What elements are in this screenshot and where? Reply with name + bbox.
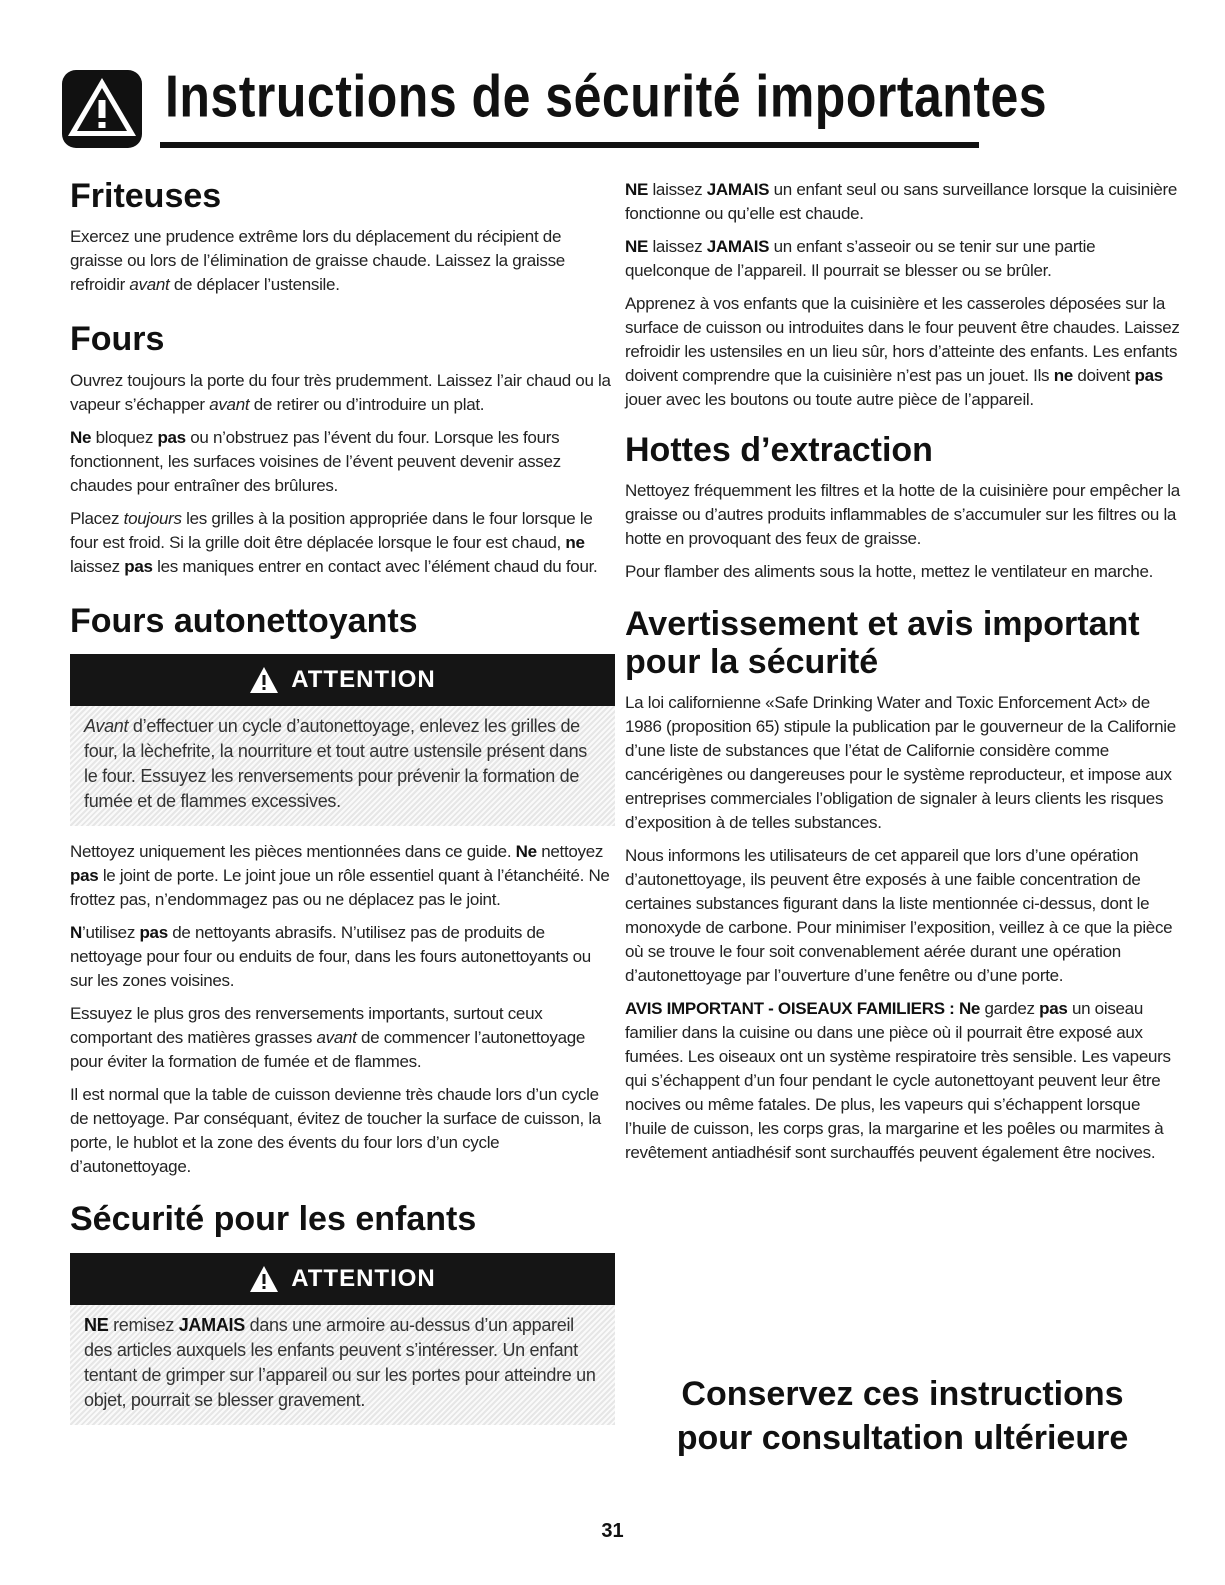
page-number: 31 bbox=[601, 1520, 624, 1542]
page-title: Instructions de sécurité importantes bbox=[165, 63, 1048, 130]
attention-box-autonettoyage bbox=[70, 654, 615, 826]
left-column bbox=[70, 178, 615, 1439]
paragraph-autonettoyants-2: N’utilisez pas de nettoyants abrasifs. N’utilisez pas de produits de nettoyage pour four ou enduits de four, dans les fours autonettoyants ou sur les zones voisines. bbox=[70, 923, 591, 991]
warning-triangle-icon bbox=[249, 1265, 279, 1293]
paragraph-fours-1: Ouvrez toujours la porte du four très prudemment. Laissez l’air chaud ou la vapeur s’échapper avant de retirer ou d’introduire un plat. bbox=[70, 370, 611, 414]
attention-text: Avant d’effectuer un cycle d’autonettoyage, enlevez les grilles de four, la lèchefrite, la nourriture et tout autre ustensile présent dans le four. Essuyez les renversements pour prévenir la formation de fumée et de flammes excessives. bbox=[84, 716, 588, 812]
closing-note bbox=[625, 1372, 1180, 1460]
paragraph-enfants-2: NE laissez JAMAIS un enfant s’asseoir ou se tenir sur une partie quelconque de l’appareil. Il pourrait se blesser ou se brûler. bbox=[625, 237, 1096, 280]
heading-fours-autonettoyants: Fours autonettoyants bbox=[70, 601, 418, 640]
paragraph-fours-2: Ne bloquez pas ou n’obstruez pas l’évent du four. Lorsque les fours fonctionnent, les surfaces voisines de l’évent peuvent devenir assez chaudes pour entraîner des brûlures. bbox=[70, 427, 561, 495]
heading-fours: Fours bbox=[70, 320, 165, 359]
title-underline bbox=[160, 142, 979, 148]
closing-line-1: Conservez ces instructions bbox=[681, 1375, 1124, 1413]
attention-body bbox=[70, 706, 615, 826]
warning-triangle-icon bbox=[249, 666, 279, 694]
heading-friteuses: Friteuses bbox=[70, 177, 222, 215]
heading-hottes: Hottes d’extraction bbox=[625, 431, 933, 469]
paragraph-avertissement-3: AVIS IMPORTANT - OISEAUX FAMILIERS : Ne gardez pas un oiseau familier dans la cuisine ou dans une pièce où il pourrait être exposé aux fumées. Les oiseaux ont un système respiratoire très sensible. Les vapeurs qui s’échappent d’un four pendant le cycle autonettoyant peuvent leur être nocives ou même fatales. De plus, les vapeurs qui s’échappent lorsque l’huile de cuisson, les corps gras, la margarine et les poêles ou marmites à revêtement antiadhésif sont surchauffés peuvent également être nocives. bbox=[625, 999, 1171, 1163]
right-column bbox=[625, 178, 1180, 1174]
paragraph-friteuses: Exercez une prudence extrême lors du déplacement du récipient de graisse ou lors de l’élimination de graisse chaude. Laissez la graisse refroidir avant de déplacer l’ustensile. bbox=[70, 227, 565, 295]
attention-box-enfants bbox=[70, 1253, 615, 1425]
paragraph-hottes-1: Nettoyez fréquemment les filtres et la hotte de la cuisinière pour empêcher la graisse ou d’autres produits inflammables de s’accumuler sur les filtres ou la hotte en provoquant des feux de graisse. bbox=[625, 481, 1180, 549]
paragraph-avertissement-1: La loi californienne «Safe Drinking Water and Toxic Enforcement Act» de 1986 (proposition 65) stipule la publication par le gouverneur de la Californie d’une liste de substances que l’état de Californie considère comme cancérigènes ou dangereuses pour le système reproducteur, et impose aux entreprises commerciales l’obligation de signaler à leurs clients les risques d’exposition à de telles substances. bbox=[625, 693, 1176, 833]
attention-body bbox=[70, 1305, 615, 1425]
page-header bbox=[60, 63, 1048, 154]
heading-securite-enfants: Sécurité pour les enfants bbox=[70, 1200, 477, 1239]
warning-triangle-icon bbox=[60, 68, 144, 150]
heading-avertissement: Avertissement et avis important pour la sécurité bbox=[625, 605, 1140, 681]
paragraph-enfants-3: Apprenez à vos enfants que la cuisinière et les casseroles déposées sur la surface de cuisson ou introduites dans le four peuvent être chaudes. Laissez refroidir les ustensiles en un lieu sûr, hors d’atteinte des enfants. Les enfants doivent comprendre que la cuisinière n’est pas un jouet. Ils ne doivent pas jouer avec les boutons ou toute autre pièce de l’appareil. bbox=[625, 294, 1180, 409]
attention-text: NE remisez JAMAIS dans une armoire au-dessus d’un appareil des articles auxquels les enfants peuvent s’intéresser. Un enfant tentant de grimper sur l’appareil ou sur les portes pour atteindre un objet, pourrait se blesser gravement. bbox=[84, 1314, 596, 1410]
attention-bar bbox=[70, 1253, 615, 1305]
attention-bar bbox=[70, 654, 615, 706]
attention-label: ATTENTION bbox=[291, 1264, 436, 1292]
closing-line-2: pour consultation ultérieure bbox=[676, 1419, 1129, 1457]
paragraph-autonettoyants-4: Il est normal que la table de cuisson devienne très chaude lors d’un cycle de nettoyage. Par conséquant, évitez de toucher la surface de cuisson, la porte, le hublot et la zone des évents du four lors d’un cycle d’autonettoyage. bbox=[70, 1085, 601, 1177]
paragraph-hottes-2: Pour flamber des aliments sous la hotte, mettez le ventilateur en marche. bbox=[625, 562, 1154, 582]
paragraph-autonettoyants-1: Nettoyez uniquement les pièces mentionnées dans ce guide. Ne nettoyez pas le joint de porte. Le joint joue un rôle essentiel quant à l’étanchéité. Ne frottez pas, n’endommagez pas ou ne déplacez pas le joint. bbox=[70, 842, 610, 910]
paragraph-avertissement-2: Nous informons les utilisateurs de cet appareil que lors d’une opération d’autonettoyage, ils peuvent être exposés à une faible concentration de certaines substances figurant dans la liste mentionnée ci-dessus, dont le monoxyde de carbone. Pour minimiser l’exposition, veillez à ce que la pièce où se trouve le four soit convenablement aérée durant une opération d’autonettoyage par l’ouverture d’une fenêtre ou d’une porte. bbox=[625, 846, 1173, 986]
paragraph-fours-3: Placez toujours les grilles à la position appropriée dans le four lorsque le four est froid. Si la grille doit être déplacée lorsque le four est chaud, ne laissez pas les maniques entrer en contact avec l’élément chaud du four. bbox=[70, 508, 598, 576]
paragraph-enfants-1: NE laissez JAMAIS un enfant seul ou sans surveillance lorsque la cuisinière fonctionne ou qu’elle est chaude. bbox=[625, 180, 1178, 223]
attention-label: ATTENTION bbox=[291, 666, 436, 694]
paragraph-autonettoyants-3: Essuyez le plus gros des renversements importants, surtout ceux comportant des matières grasses avant de commencer l’autonettoyage pour éviter la formation de fumée et de flammes. bbox=[70, 1004, 586, 1072]
